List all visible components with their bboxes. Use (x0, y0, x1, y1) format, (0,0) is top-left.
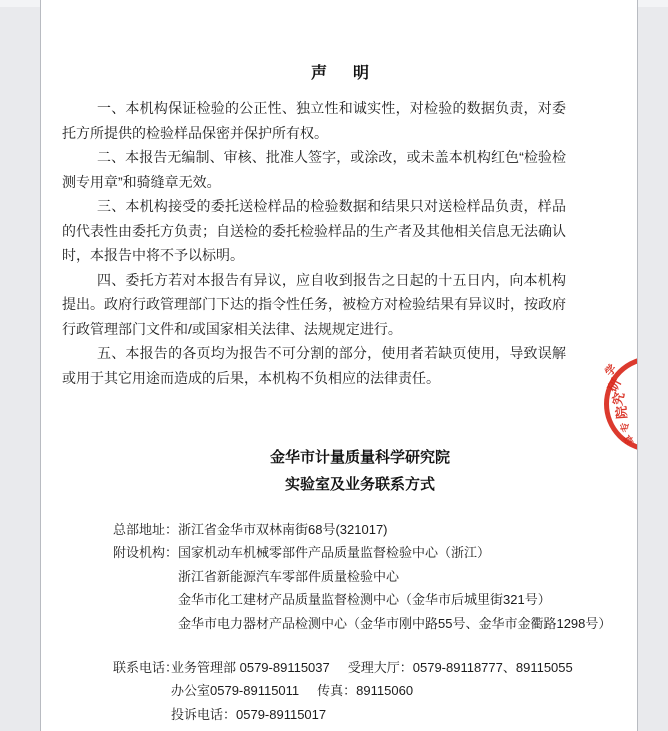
phone-seg: 传真：89115060 (317, 683, 414, 699)
statement-paragraph-1: 一、本机构保证检验的公正性、独立性和诚实性，对检验的数据负责，对委托方所提供的检验样品保密并保护所有权。 (62, 100, 566, 141)
phone-line (113, 656, 573, 679)
statement-paragraph-3: 三、本机构接受的委托送检样品的检验数据和结果只对送检样品负责，样品的代表性由委托方负责；自送检的委托检验样品的生产者及其他相关信息无法确认时，本报告中将不予以标明。 (62, 198, 566, 263)
red-seal-character: 究 (609, 390, 628, 407)
address-label: 总部地址： (113, 522, 179, 537)
contact-info (113, 518, 611, 635)
phone-seg: 业务管理部 0579-89115037 (171, 660, 330, 675)
red-seal-character: 学 (603, 362, 620, 379)
red-seal-character: 专 (619, 420, 633, 434)
statement-paragraph-2: 二、本报告无编制、审核、批准人签字，或涂改，或未盖本机构红色“检验检测专用章”和骑缝章无效。 (62, 149, 566, 190)
phone-seg: 受理大厅：0579-89118777、89115055 (347, 660, 573, 675)
red-seal-character: 研 (604, 375, 625, 395)
page-title (41, 64, 638, 83)
statement-paragraph-4: 四、委托方若对本报告有异议，应自收到报告之日起的十五日内，向本机构提出。政府行政管理部门下达的指令性任务，被检方对检验结果有异议时，按政府行政管理部门文件和/或国家相关法律、法规规定进行。 (62, 271, 566, 337)
statement-paragraph-5: 五、本报告的各页均为报告不可分割的部分，使用者若缺页使用，导致误解或用于其它用途而造成的后果，本机构不负相应的法律责任。 (62, 345, 566, 386)
branches-row (113, 541, 611, 635)
org-headings (61, 444, 638, 498)
branch-item: 金华市电力器材产品检测中心（金华市刚中路55号、金华市金衢路1298号） (178, 615, 612, 631)
branch-list (178, 541, 611, 635)
branch-item: 国家机动车机械零部件产品质量监督检验中心（浙江） (178, 545, 491, 561)
red-seal-character: 院 (613, 405, 630, 420)
branches-label: 附设机构： (113, 545, 179, 561)
branch-item: 金华市化工建材产品质量监督检测中心（金华市后城里街321号） (178, 592, 551, 608)
phone-line (113, 703, 573, 726)
phones-label: 联系电话： (113, 660, 179, 675)
address-row (113, 518, 611, 541)
phone-line (113, 679, 573, 702)
branch-item: 浙江省新能源汽车零部件质量检验中心 (178, 568, 400, 584)
title-char: 声 (310, 65, 327, 82)
document-page (40, 0, 638, 731)
phone-info (113, 656, 573, 726)
org-contact-subheading: 实验室及业务联系方式 (284, 476, 435, 493)
org-name-heading: 金华市计量质量科学研究院 (269, 449, 450, 466)
phone-seg: 办公室0579-89115011 (171, 683, 300, 699)
statement-body (62, 96, 566, 390)
address-value: 浙江省金华市双林南街68号(321017) (178, 522, 388, 537)
red-seal-character: 章 (622, 432, 638, 447)
phone-seg: 投诉电话：0579-89115017 (171, 706, 327, 722)
title-char: 明 (353, 65, 370, 82)
